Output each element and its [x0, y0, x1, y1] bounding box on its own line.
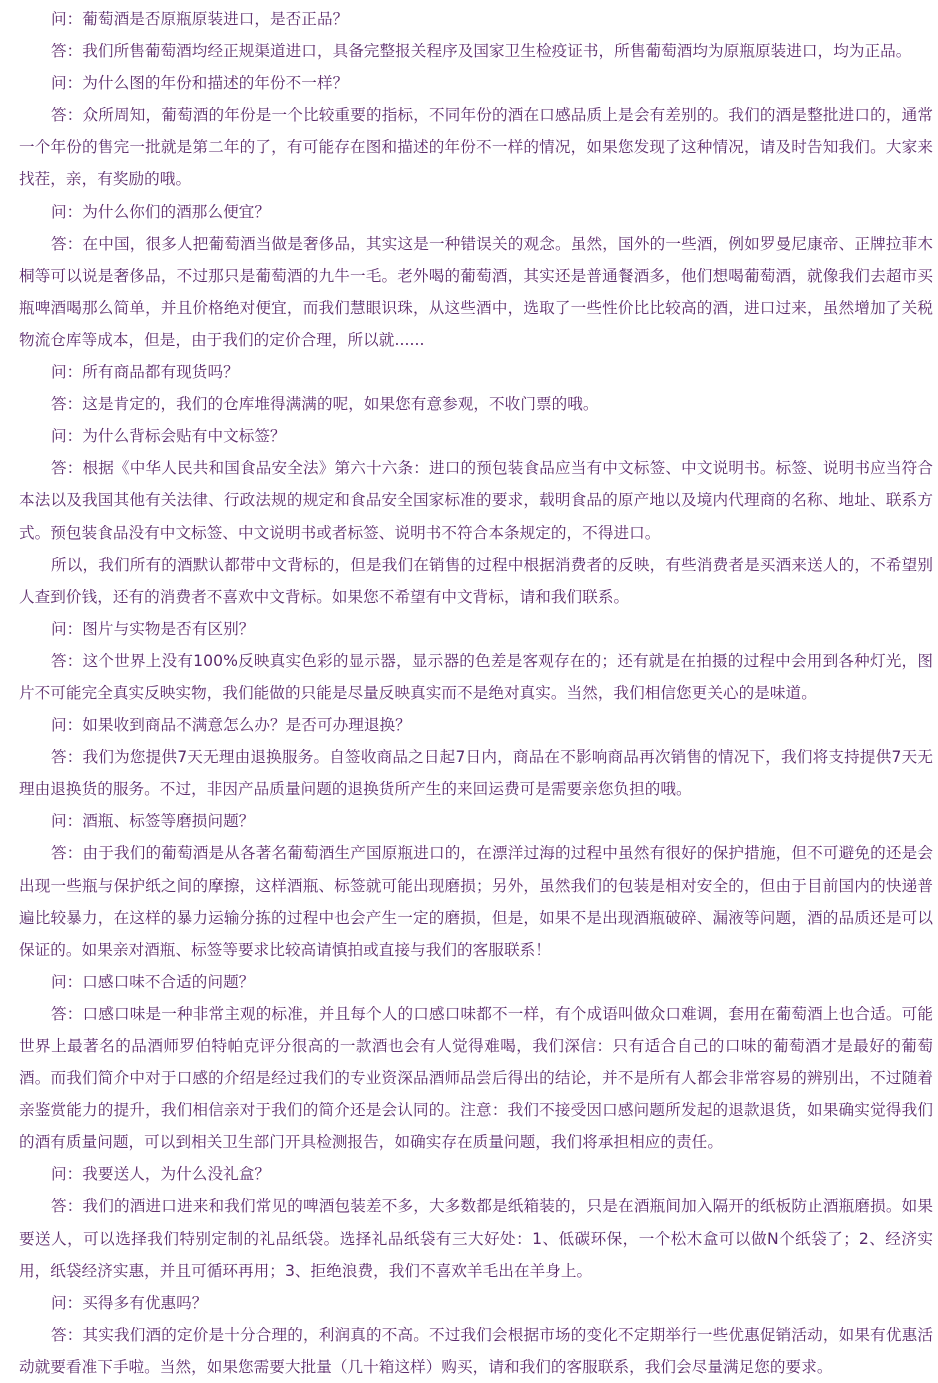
faq-question: 问：为什么图的年份和描述的年份不一样？	[51, 74, 349, 93]
faq-answer: 答：众所周知，葡萄酒的年份是一个比较重要的指标，不同年份的酒在口感品质上是会有差别的。我们的酒是整批进口的，通常一个年份的售完一批就是第二年的了，有可能存在图和描述的年份不一样的情况，如果您发现了这种情况，请及时告知我们。大家来找茬，亲，有奖励的哦。	[19, 106, 933, 189]
faq-answer-continued: 所以，我们所有的酒默认都带中文背标的，但是我们在销售的过程中根据消费者的反映，有些消费者是买酒来送人的，不希望别人查到价钱，还有的消费者不喜欢中文背标。如果您不希望有中文背标，请和我们联系。	[19, 555, 933, 606]
faq-answer: 答：口感口味是一种非常主观的标准，并且每个人的口感口味都不一样，有个成语叫做众口难调，套用在葡萄酒上也合适。可能世界上最著名的品酒师罗伯特帕克评分很高的一款酒也会有人觉得难喝，我们深信：只有适合自己的口味的葡萄酒才是最好的葡萄酒。而我们简介中对于口感的介绍是经过我们的专业资深品酒师品尝后得出的结论，并不是所有人都会非常容易的辨别出，不过随着亲鉴赏能力的提升，我们相信亲对于我们的简介还是会认同的。注意：我们不接受因口感问题所发起的退款退货，如果确实觉得我们的酒有质量问题，可以到相关卫生部门开具检测报告，如确实存在质量问题，我们将承担相应的责任。	[19, 1004, 933, 1152]
faq-document	[19, 3, 933, 1383]
faq-question: 问：口感口味不合适的问题？	[51, 972, 255, 991]
faq-answer: 答：我们为您提供7天无理由退换服务。自签收商品之日起7日内，商品在不影响商品再次销售的情况下，我们将支持提供7天无理由退换货的服务。不过，非因产品质量问题的退换货所产生的来回运费可是需要亲您负担的哦。	[19, 748, 933, 799]
faq-answer: 答：这个世界上没有100%反映真实色彩的显示器，显示器的色差是客观存在的；还有就是在拍摄的过程中会用到各种灯光，图片不可能完全真实反映实物，我们能做的只能是尽量反映真实而不是绝对真实。当然，我们相信您更关心的是味道。	[19, 651, 933, 702]
faq-question: 问：图片与实物是否有区别？	[51, 619, 255, 638]
faq-question: 问：为什么背标会贴有中文标签？	[51, 427, 286, 446]
faq-answer: 答：根据《中华人民共和国食品安全法》第六十六条：进口的预包装食品应当有中文标签、中文说明书。标签、说明书应当符合本法以及我国其他有关法律、行政法规的规定和食品安全国家标准的要求，载明食品的原产地以及境内代理商的名称、地址、联系方式。预包装食品没有中文标签、中文说明书或者标签、说明书不符合本条规定的，不得进口。	[19, 459, 933, 542]
faq-question: 问：所有商品都有现货吗？	[51, 363, 239, 382]
faq-question: 问：酒瓶、标签等磨损问题？	[51, 812, 255, 831]
faq-answer: 答：我们的酒进口进来和我们常见的啤酒包装差不多，大多数都是纸箱装的，只是在酒瓶间加入隔开的纸板防止酒瓶磨损。如果要送人，可以选择我们特别定制的礼品纸袋。选择礼品纸袋有三大好处：1、低碳环保，一个松木盒可以做N个纸袋了；2、经济实用，纸袋经济实惠，并且可循环再用；3、拒绝浪费，我们不喜欢羊毛出在羊身上。	[19, 1197, 933, 1280]
faq-answer: 答：这是肯定的，我们的仓库堆得满满的呢，如果您有意参观，不收门票的哦。	[51, 395, 599, 414]
faq-answer: 答：由于我们的葡萄酒是从各著名葡萄酒生产国原瓶进口的，在漂洋过海的过程中虽然有很好的保护措施，但不可避免的还是会出现一些瓶与保护纸之间的摩擦，这样酒瓶、标签就可能出现磨损；另外，虽然我们的包装是相对安全的，但由于目前国内的快递普遍比较暴力，在这样的暴力运输分拣的过程中也会产生一定的磨损，但是，如果不是出现酒瓶破碎、漏液等问题，酒的品质还是可以保证的。如果亲对酒瓶、标签等要求比较高请慎拍或直接与我们的客服联系！	[19, 844, 933, 959]
faq-question: 问：买得多有优惠吗？	[51, 1293, 208, 1312]
faq-answer: 答：我们所售葡萄酒均经正规渠道进口，具备完整报关程序及国家卫生检疫证书，所售葡萄酒均为原瓶原装进口，均为正品。	[51, 42, 912, 61]
faq-question: 问：我要送人，为什么没礼盒？	[51, 1165, 271, 1184]
faq-answer: 答：在中国，很多人把葡萄酒当做是奢侈品，其实这是一种错误关的观念。虽然，国外的一些酒，例如罗曼尼康帝、正牌拉菲木桐等可以说是奢侈品，不过那只是葡萄酒的九牛一毛。老外喝的葡萄酒，其实还是普通餐酒多，他们想喝葡萄酒，就像我们去超市买瓶啤酒喝那么简单，并且价格绝对便宜，而我们慧眼识珠，从这些酒中，选取了一些性价比比较高的酒，进口过来，虽然增加了关税物流仓库等成本，但是，由于我们的定价合理，所以就......	[19, 234, 933, 349]
faq-question: 问：如果收到商品不满意怎么办？是否可办理退换？	[51, 716, 411, 735]
faq-question: 问：为什么你们的酒那么便宜？	[51, 202, 271, 221]
faq-answer: 答：其实我们酒的定价是十分合理的，利润真的不高。不过我们会根据市场的变化不定期举行一些优惠促销活动，如果有优惠活动就要看准下手啦。当然，如果您需要大批量（几十箱这样）购买，请和我们的客服联系，我们会尽量满足您的要求。	[19, 1325, 933, 1376]
faq-question: 问：葡萄酒是否原瓶原装进口，是否正品？	[51, 10, 349, 28]
